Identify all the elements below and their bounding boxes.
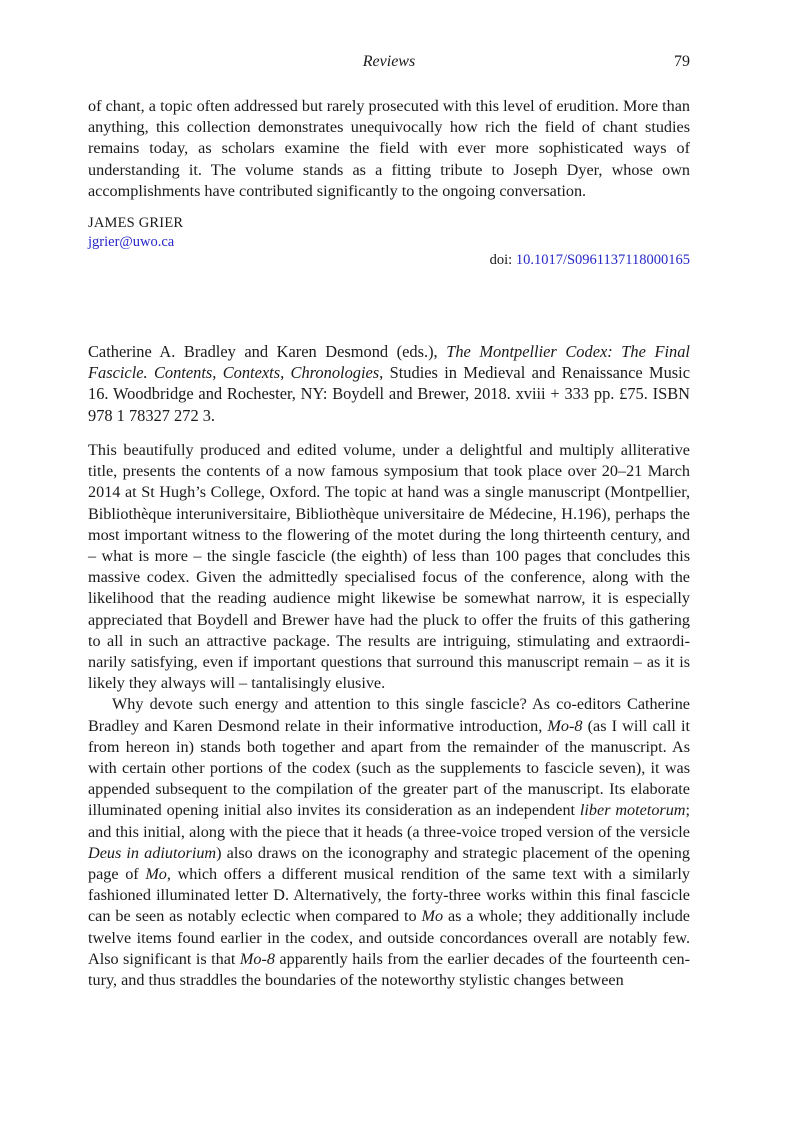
reviewer-signature [88,214,183,252]
book-citation [88,341,690,426]
text-segment: apparently hails from the earlier decades of the fourteenth century, and thus straddles the boundaries of the noteworthy stylistic changes between [88,949,690,990]
review-body [88,440,690,991]
doi-line [490,251,690,270]
reviewer-name: JAMES GRIER [88,215,184,231]
italic-term: Mo-8 [547,716,583,735]
text-segment: ) also draws on the iconography and strategic placement of the opening page of [88,843,690,884]
page-number: 79 [674,53,690,70]
text-segment: , which offers a different musical rendition of the same text with a similarly fashioned illuminated letter D. Alternatively, the forty-three works within this final fascicle can be seen as notably eclectic when compared to [88,865,690,926]
text-segment: This beautifully produced and edited volume, under a delightful and multiply alliterative title, presents the contents of a now famous symposium that took place over 20–21 March 2014 at St Hugh’s College, Oxford. The topic at hand was a single manuscript (Montpellier, Bibliothèque interuniversitaire, Bibliothèque universitaire de Médecine, H.196), perhaps the most important witness to the flowering of the motet during the long thirteenth century, and – what is more – the single fascicle (the eighth) of less than 100 pages that concludes this massive codex. Given the admittedly specialised focus of the conference, along with the likelihood that the reading audience might likewise be somewhat narrow, it is especially appreciated that Boydell and Brewer have had the pluck to offer the fruits of this gathering to all in such an attractive package. The results are intriguing, stimulating and extraordinarily satisfying, even if important questions that surround this manuscript remain – as it is likely they always will – tantalisingly elusive. [88,441,690,693]
italic-term: liber motetorum [579,801,686,820]
citation-publication: , Studies in Medieval and Renaissance Music 16. Woodbridge and Rochester, NY: Boydell and Brewer, 2018. xviii + 333 pp. £75. ISBN 978 1 78327 272 3. [88,363,690,425]
previous-review-closing-paragraph: of chant, a topic often addressed but rarely prosecuted with this level of erudition. More than anything, this collection demonstrates unequivocally how rich the field of chant studies remains today, as scholars examine the field with ever more sophisticated ways of understanding it. The volume stands as a fitting tribute to Joseph Dyer, whose own accomplishments have contributed significantly to the ongoing conversation. [88,97,690,200]
italic-term: Mo-8 [239,949,275,968]
citation-title: The Montpellier Codex: The Final Fascicle. Contents, Contexts, Chronologies [88,342,690,383]
italic-term: Mo [421,907,444,926]
text-segment: as a whole; they additionally include twelve items found earlier in the codex, and outside concordances overall are notably few. Also significant is that [88,907,690,968]
running-title: Reviews [362,53,416,70]
text-segment: (as I will call it from hereon in) stands both together and apart from the remainder of the manuscript. As with certain other portions of the codex (such as the supplements to fascicle seven), it was appended subsequent to the compilation of the greater part of the manuscript. Its elaborate illuminated opening initial also invites its consideration as an independent [88,716,691,820]
text-segment: Why devote such energy and attention to this single fascicle? As co-editors Catherine Bradley and Karen Desmond relate in their informative introduction, [88,695,690,735]
doi-link[interactable]: 10.1017/S0961137118000165 [515,252,690,268]
review-paragraph-2 [88,694,690,991]
reviewer-email-link[interactable]: jgrier@uwo.ca [88,234,175,250]
review-paragraph-1 [88,440,690,694]
italic-term: Mo [145,865,167,884]
italic-term: Deus in adiutorium [88,843,217,862]
running-head [88,53,690,75]
doi-label: doi: [489,252,513,268]
text-segment: ; and this initial, along with the piece that it heads (a three-voice troped version of the versicle [88,801,691,841]
citation-authors: Catherine A. Bradley and Karen Desmond (eds.), [88,342,438,361]
